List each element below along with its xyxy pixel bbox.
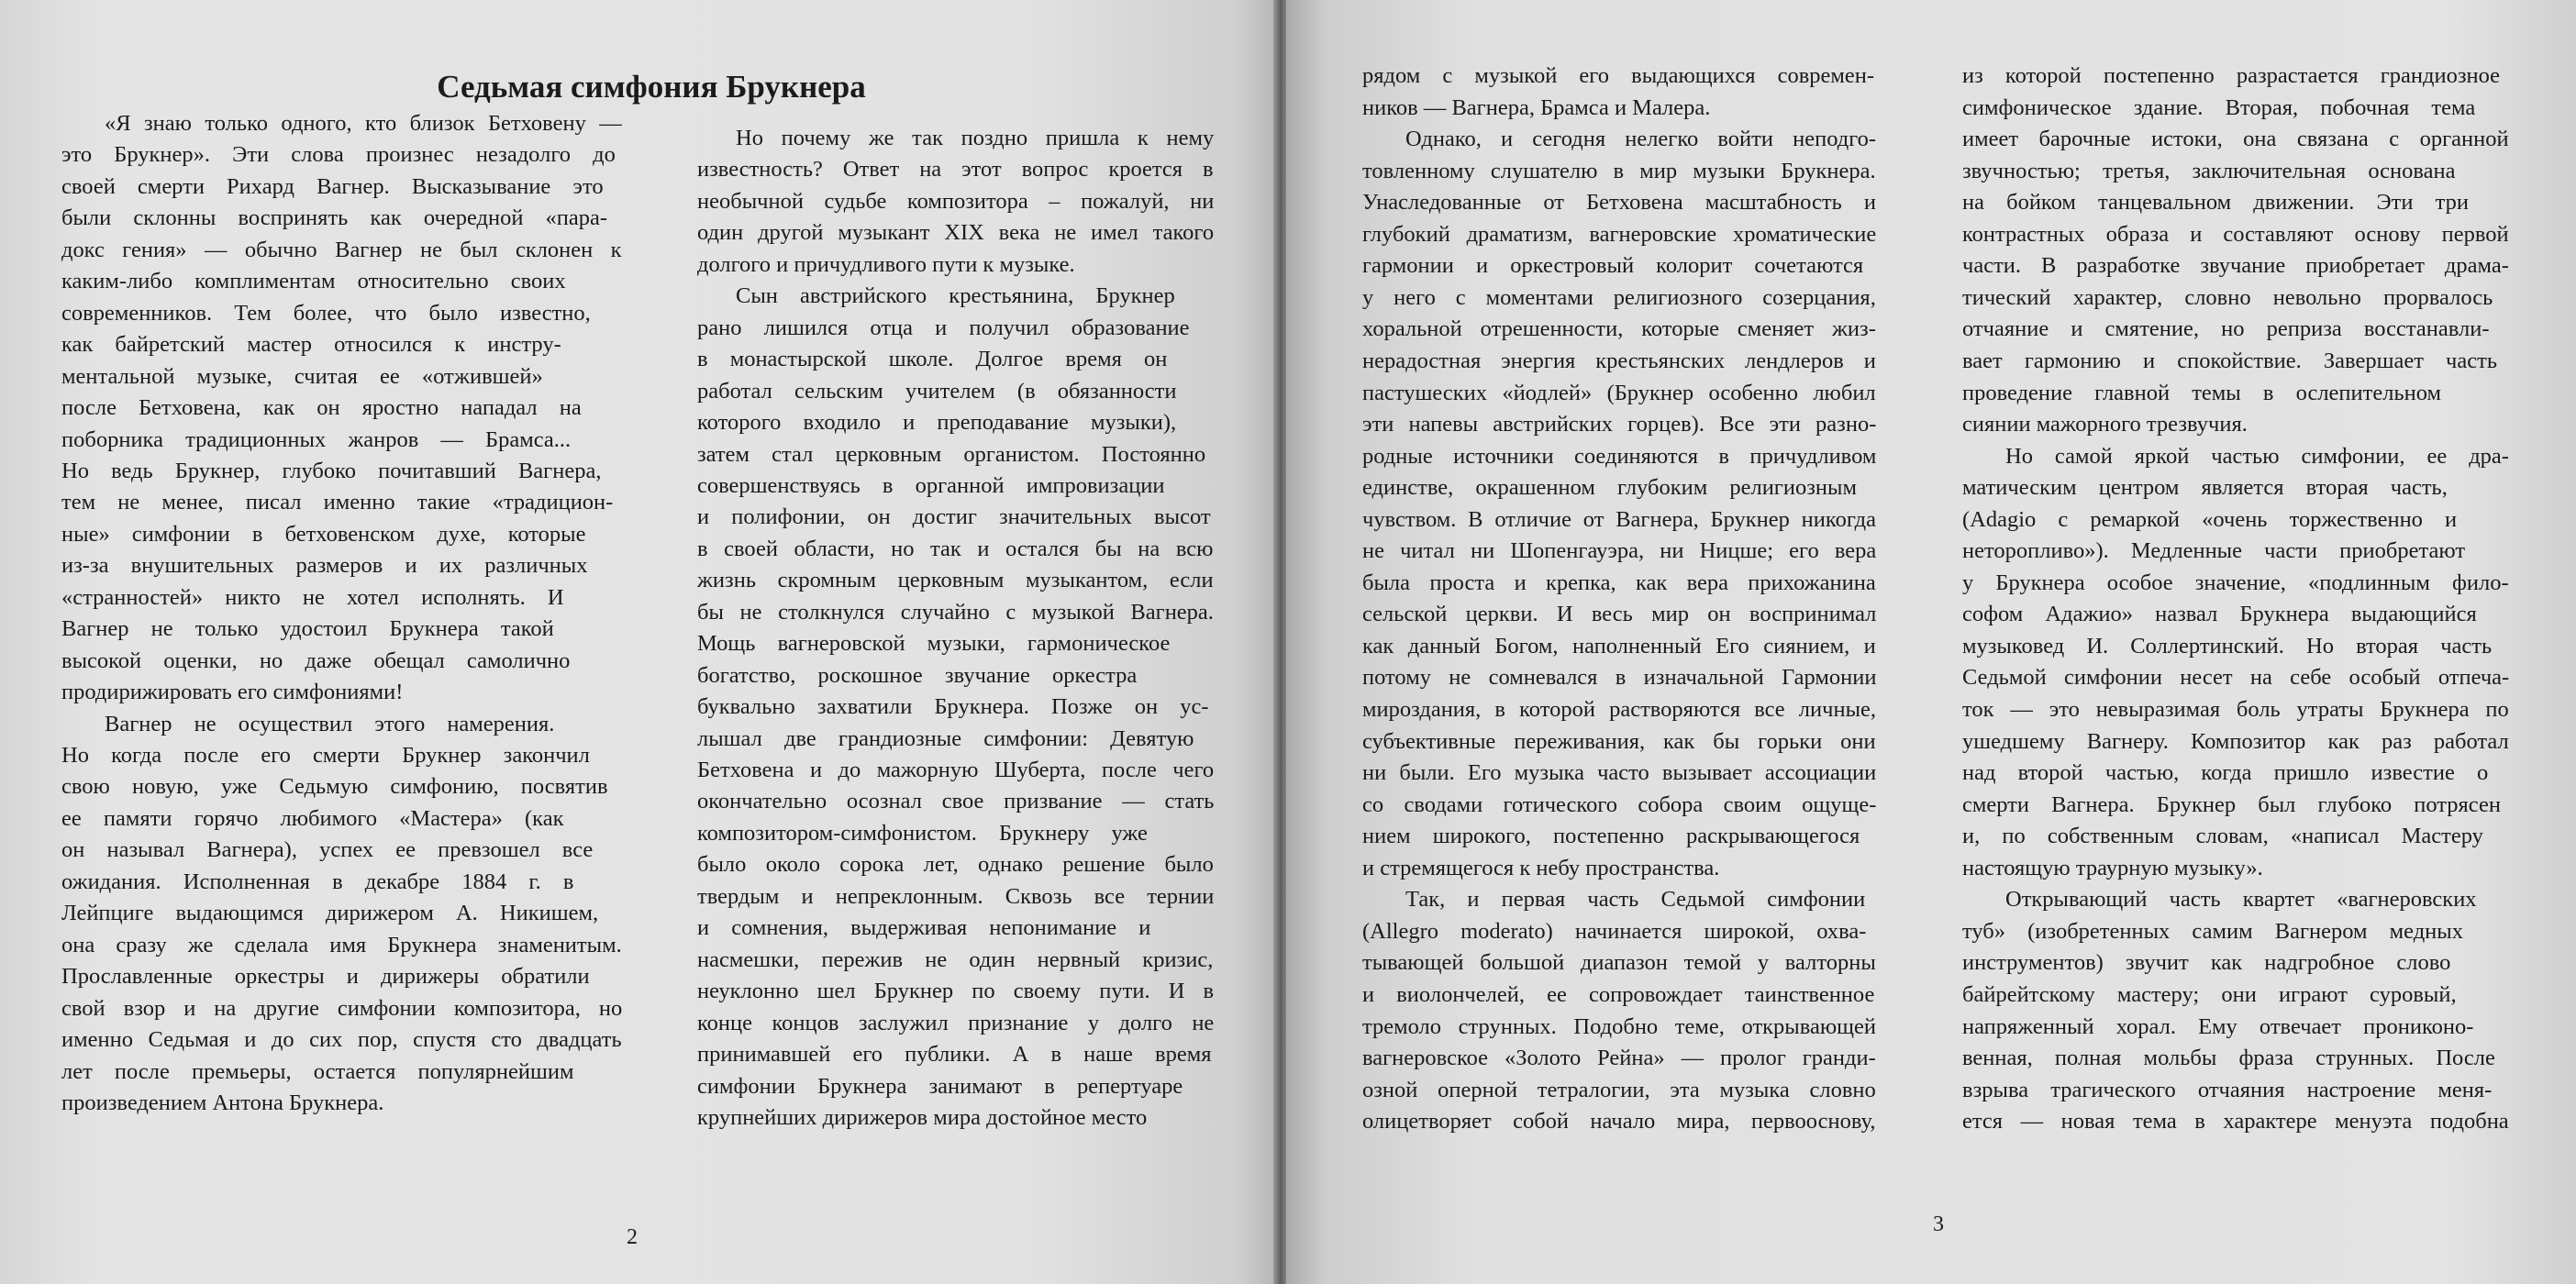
text-line: Унаследованные от Бетховена масштабность и <box>1362 190 1876 216</box>
text-line: современников. Тем более, что было известно, <box>61 300 591 326</box>
text-line: гармонии и оркестровый колорит сочетаются <box>1362 253 1864 279</box>
text-line: проведение главной темы в ослепительном <box>1962 380 2442 405</box>
text-line: буквально захватили Брукнера. Позже он ус- <box>697 694 1209 720</box>
text-line: неторопливо»). Медленные части приобретают <box>1962 538 2466 564</box>
text-line: из которой постепенно разрастается грандиозное <box>1962 63 2501 88</box>
text-line: крупнейших дирижеров мира достойное место <box>697 1104 1148 1130</box>
text-line: и стремящегося к небу пространства. <box>1362 855 1720 880</box>
text-line: «Я знаю только одного, кто близок Бетховену — <box>105 111 622 136</box>
text-line: неуклонно шел Брукнер по своему пути. И в <box>697 979 1215 1004</box>
text-line: хоральной отрешенности, которые сменяет жиз- <box>1362 316 1876 342</box>
text-line: у Брукнера особое значение, «подлинным фило- <box>1962 570 2509 595</box>
text-line: твердым и непреклонным. Сквозь все тернии <box>697 883 1215 909</box>
text-line: нием широкого, постепенно раскрывающегося <box>1362 824 1860 849</box>
text-line: Лейпциге выдающимся дирижером А. Никишем, <box>61 901 599 926</box>
text-line: ожидания. Исполненная в декабре 1884 г. в <box>61 869 574 894</box>
text-line: товленному слушателю в мир музыки Брукнера. <box>1362 158 1876 183</box>
text-line: потому не сомневался в изначальной Гармонии <box>1362 665 1877 691</box>
text-line: тический характер, словно невольно прорвалось <box>1962 284 2493 310</box>
text-line: Сын австрийского крестьянина, Брукнер <box>736 283 1175 309</box>
text-line: у него с моментами религиозного созерцания, <box>1362 284 1876 310</box>
text-line: не читал ни Шопенгауэра, ни Ницше; его вера <box>1362 538 1877 564</box>
page-number-right: 3 <box>1933 1212 1944 1236</box>
text-line: «странностей» никто не хотел исполнять. И <box>61 584 564 610</box>
text-line: части. В разработке звучание приобретает драма- <box>1962 253 2509 279</box>
text-line: взрыва трагического отчаяния настроение меня- <box>1962 1077 2493 1102</box>
page-number-left: 2 <box>627 1225 638 1249</box>
text-line: ников — Вагнера, Брамса и Малера. <box>1362 94 1711 120</box>
text-line: Бетховена и до мажорную Шуберта, после чего <box>697 758 1215 782</box>
text-line: Открывающий часть квартет «вагнеровских <box>2005 887 2477 913</box>
text-line: нерадостная энергия крестьянских лендлеров и <box>1362 348 1876 373</box>
text-line: ее памяти горячо любимого «Мастера» (как <box>61 805 564 831</box>
text-line: высокой оценки, но даже обещал самолично <box>61 648 571 673</box>
text-line: субъективные переживания, как бы горьки они <box>1362 728 1876 754</box>
text-line: эти напевы австрийских горцев). Все эти разно- <box>1362 412 1877 437</box>
text-line: Мощь вагнеровской музыки, гармоническое <box>697 631 1171 657</box>
text-line: ни были. Его музыка часто вызывает ассоциации <box>1362 760 1877 786</box>
text-line: музыковед И. Соллертинский. Но вторая часть <box>1962 633 2493 659</box>
text-line: симфонии Брукнера занимают в репертуаре <box>697 1073 1183 1099</box>
text-line: Но почему же так поздно пришла к нему <box>736 126 1215 150</box>
text-line: отчаяние и смятение, но реприза восстанавли- <box>1962 316 2490 342</box>
text-line: и виолончелей, ее сопровождает таинственное <box>1362 981 1875 1007</box>
text-line: настоящую траурную музыку». <box>1962 855 2263 880</box>
text-line: продирижировать его симфониями! <box>61 680 404 705</box>
text-line: поборника традиционных жанров — Брамса... <box>61 426 572 452</box>
text-line: как байретский мастер относился к инстру- <box>61 332 561 358</box>
text-line: в своей области, но так и остался бы на всю <box>697 536 1214 561</box>
text-line: необычной судьбе композитора – пожалуй, ни <box>697 188 1215 214</box>
text-line: своей смерти Рихард Вагнер. Высказывание это <box>61 173 604 199</box>
text-line: долгого и причудливого пути к музыке. <box>697 251 1075 277</box>
text-line: было около сорока лет, однако решение было <box>697 852 1214 878</box>
text-line: (Allegro moderato) начинается широкой, охва- <box>1362 918 1867 944</box>
text-line: она сразу же сделала имя Брукнера знаменитым. <box>61 932 622 957</box>
text-line: окончательно осознал свое призвание — стать <box>697 789 1215 814</box>
text-line: со сводами готического собора своим ощуще- <box>1362 791 1877 817</box>
text-line: тем не менее, писал именно такие «традицион- <box>61 490 614 515</box>
text-line: и сомнения, выдерживая непонимание и <box>697 915 1151 941</box>
page-title: Седьмая симфония Брукнера <box>437 69 866 105</box>
text-line: жизнь скромным церковным музыкантом, если <box>697 568 1214 593</box>
text-line: озной оперной тетралогии, эта музыка словно <box>1362 1077 1876 1102</box>
text-line: тывающей большой диапазон темой у валторны <box>1362 950 1876 976</box>
text-line: Так, и первая часть Седьмой симфонии <box>1405 887 1866 913</box>
text-line: богатство, роскошное звучание оркестра <box>697 662 1138 688</box>
text-line: Прославленные оркестры и дирижеры обратили <box>61 964 590 990</box>
text-line: ментальной музыке, считая ее «отжившей» <box>61 363 543 389</box>
text-line: принимавшей его публики. А в наше время <box>697 1042 1212 1068</box>
text-line: в монастырской школе. Долгое время он <box>697 347 1168 372</box>
left-page <box>0 0 1275 1284</box>
text-line: звучностью; третья, заключительная основана <box>1962 158 2456 183</box>
text-line: венная, полная мольбы фраза струнных. После <box>1962 1046 2495 1071</box>
text-line: на бойком танцевальном движении. Эти три <box>1962 190 2469 216</box>
text-line: сиянии мажорного трезвучия. <box>1962 412 2248 437</box>
text-line: Но самой яркой частью симфонии, ее дра- <box>2005 443 2509 469</box>
text-line: мироздания, в которой растворяются все личные, <box>1362 697 1877 722</box>
text-line: вает гармонию и спокойствие. Завершает часть <box>1962 348 2498 373</box>
text-line: имеет барочные истоки, она связана с органной <box>1962 127 2509 152</box>
text-line: свой взор и на другие симфонии композитора, но <box>61 995 623 1021</box>
text-line: после Бетховена, как он яростно нападал на <box>61 395 582 421</box>
text-line: как данный Богом, наполненный Его сиянием, и <box>1362 633 1876 659</box>
text-line: ток — это невыразимая боль утраты Брукнера по <box>1962 697 2509 722</box>
text-line: софом Адажио» назвал Брукнера выдающийся <box>1962 602 2477 627</box>
text-line: лышал две грандиозные симфонии: Девятую <box>697 725 1194 751</box>
text-line: известность? Ответ на этот вопрос кроется в <box>697 157 1214 183</box>
text-line: контрастных образа и составляют основу первой <box>1962 221 2509 247</box>
text-line: Однако, и сегодня нелегко войти неподго- <box>1405 127 1877 152</box>
text-line: Вагнер не только удостоил Брукнера такой <box>61 616 554 642</box>
text-line: конце концов заслужил признание у долго не <box>697 1010 1215 1035</box>
text-line: работал сельским учителем (в обязанности <box>697 378 1177 404</box>
text-line: рядом с музыкой его выдающихся современ- <box>1362 63 1875 88</box>
text-line: олицетворяет собой начало мира, первооснову, <box>1362 1109 1876 1135</box>
text-line: бы не столкнулся случайно с музыкой Вагнера. <box>697 599 1214 625</box>
text-line: напряженный хорал. Ему отвечает прониконо- <box>1962 1013 2474 1039</box>
text-line: которого входило и преподавание музыки), <box>697 410 1177 436</box>
text-line: Но когда после его смерти Брукнер закончил <box>61 743 590 768</box>
text-line: произведением Антона Брукнера. <box>61 1090 384 1115</box>
text-line: и полифонии, он достиг значительных высот <box>697 504 1211 530</box>
text-line: симфоническое здание. Вторая, побочная тема <box>1962 94 2476 120</box>
text-line: каким-либо комплиментам относительно своих <box>61 269 566 294</box>
text-line: байрейтскому мастеру; они играют суровый, <box>1962 981 2457 1007</box>
text-line: Седьмой симфонии несет на себе особый отпеча- <box>1962 665 2510 691</box>
text-line: композитором-симфонистом. Брукнеру уже <box>697 820 1148 846</box>
text-line: Но ведь Брукнер, глубоко почитавший Вагнера, <box>61 458 602 483</box>
text-line: насмешки, пережив не один нервный кризис, <box>697 946 1214 972</box>
text-line: Вагнер не осуществил этого намерения. <box>105 711 555 736</box>
text-line: родные источники соединяются в причудливом <box>1362 443 1877 469</box>
text-line: совершенствуясь в органной импровизации <box>697 472 1165 498</box>
text-line: затем стал церковным органистом. Постоянно <box>697 441 1206 467</box>
text-line: над второй частью, когда пришло известие о <box>1962 760 2489 786</box>
text-line: и, по собственным словам, «написал Мастеру <box>1962 824 2483 849</box>
text-line: были склонны воспринять как очередной «пара- <box>61 205 608 231</box>
text-line: он называл Вагнера), успех ее превзошел все <box>61 837 594 863</box>
text-line: была проста и крепка, как вера прихожанина <box>1362 570 1876 595</box>
text-line: лет после премьеры, остается популярнейшим <box>61 1058 574 1084</box>
text-line: ется — новая тема в характере менуэта подобна <box>1962 1109 2509 1135</box>
text-line: матическим центром является вторая часть, <box>1962 475 2448 501</box>
text-line: свою новую, уже Седьмую симфонию, посвятив <box>61 774 608 800</box>
text-line: из-за внушительных размеров и их различных <box>61 553 588 579</box>
text-line: (Adagio с ремаркой «очень торжественно и <box>1962 506 2458 532</box>
right-page <box>1286 0 2576 1284</box>
text-line: единстве, окрашенном глубоким религиозным <box>1362 475 1857 501</box>
text-line: туб» (изобретенных самим Вагнером медных <box>1962 918 2463 944</box>
text-line: инструментов) звучит как надгробное слово <box>1962 950 2451 976</box>
text-line: глубокий драматизм, вагнеровские хроматические <box>1362 221 1877 247</box>
text-line: это Брукнер». Эти слова произнес незадолго до <box>61 142 616 168</box>
text-line: именно Седьмая и до сих пор, спустя сто двадцать <box>61 1027 622 1053</box>
text-line: ные» симфонии в бетховенском духе, которые <box>61 521 586 547</box>
text-line: рано лишился отца и получил образование <box>697 315 1190 340</box>
text-line: вагнеровское «Золото Рейна» — пролог гранди- <box>1362 1046 1876 1071</box>
text-line: чувством. В отличие от Вагнера, Брукнер никогда <box>1362 506 1876 532</box>
text-line: один другой музыкант XIX века не имел такого <box>697 220 1215 246</box>
text-line: тремоло струнных. Подобно теме, открывающей <box>1362 1013 1877 1039</box>
text-line: сельской церкви. И весь мир он воспринимал <box>1362 602 1877 627</box>
text-line: докс гения» — обычно Вагнер не был склонен к <box>61 237 622 262</box>
text-line: пастушеских «йодлей» (Брукнер особенно любил <box>1362 380 1876 405</box>
text-line: ушедшему Вагнеру. Композитор как раз работал <box>1962 728 2509 754</box>
text-line: смерти Вагнера. Брукнер был глубоко потрясен <box>1962 791 2501 817</box>
